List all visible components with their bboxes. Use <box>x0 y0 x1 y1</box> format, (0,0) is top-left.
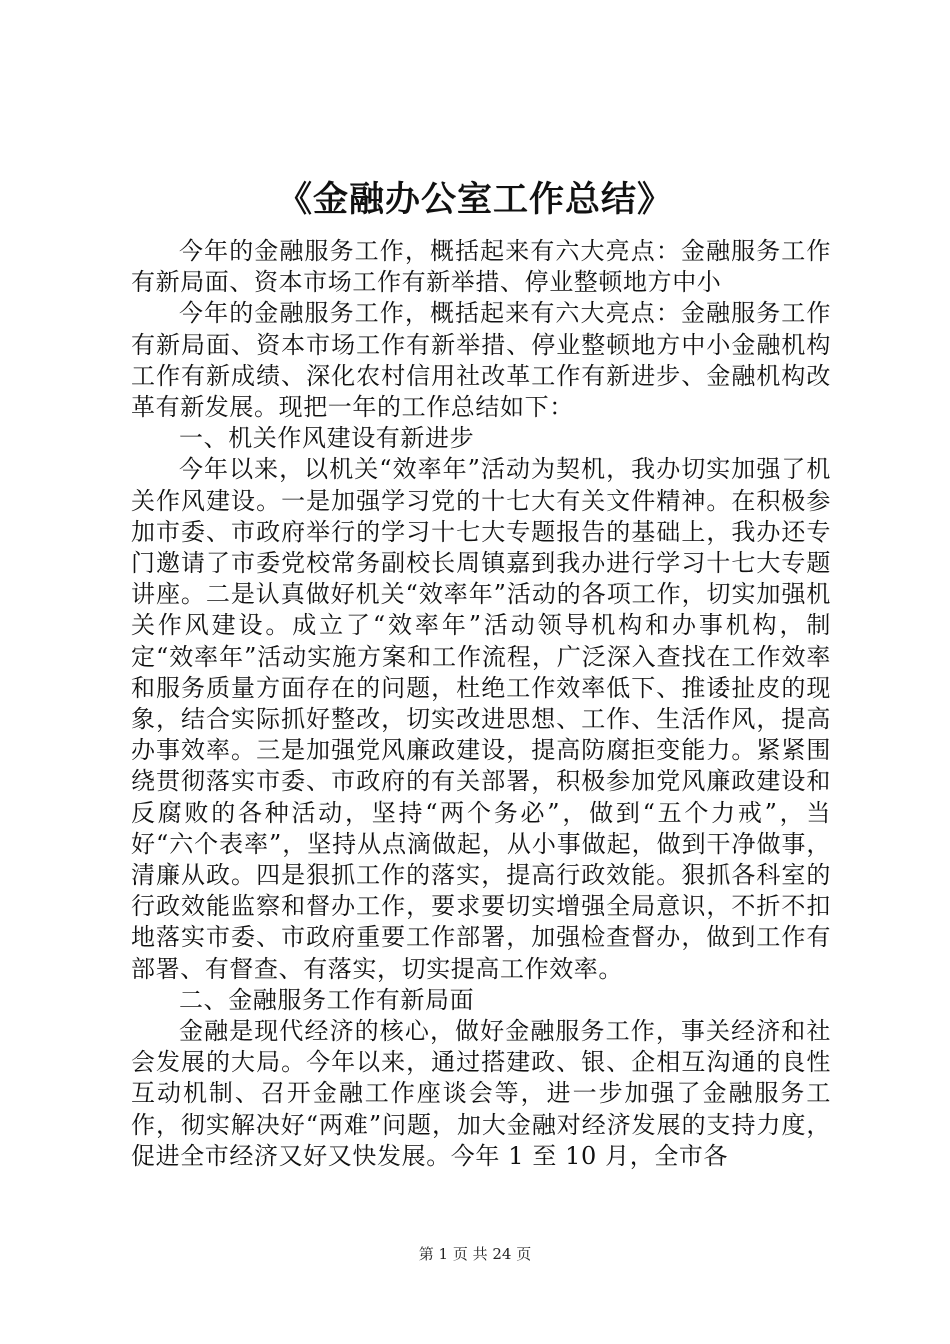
page-footer: 第 1 页 共 24 页 <box>418 1245 532 1263</box>
paragraph-section-2: 金融是现代经济的核心，做好金融服务工作，事关经济和社会发展的大局。今年以来，通过搭建政、银、企相互沟通的良性互动机制、召开金融工作座谈会等，进一步加强了金融服务工作，彻实解决好“两难”问题，加大金融对经济发展的支持力度，促进全市经济又好又快发展。今年 1 至 10 月，全市各 <box>131 1017 831 1170</box>
paragraph-intro-truncated: 今年的金融服务工作，概括起来有六大亮点：金融服务工作有新局面、资本市场工作有新举措、停业整顿地方中小 <box>131 237 831 297</box>
section-heading-2: 二、金融服务工作有新局面 <box>179 985 475 1014</box>
section-heading-1: 一、机关作风建设有新进步 <box>179 424 475 453</box>
paragraph-intro: 今年的金融服务工作，概括起来有六大亮点：金融服务工作有新局面、资本市场工作有新举措、停业整顿地方中小金融机构工作有新成绩、深化农村信用社改革工作有新进步、金融机构改革有新发展。现把一年的工作总结如下： <box>131 299 831 422</box>
document-body <box>131 236 831 1172</box>
paragraph-section-1: 今年以来，以机关“效率年”活动为契机，我办切实加强了机关作风建设。一是加强学习党的十七大有关文件精神。在积极参加市委、市政府举行的学习十七大专题报告的基础上，我办还专门邀请了市委党校常务副校长周镇嘉到我办进行学习十七大专题讲座。二是认真做好机关“效率年”活动的各项工作，切实加强机关作风建设。成立了“效率年”活动领导机构和办事机构，制定“效率年”活动实施方案和工作流程，广泛深入查找在工作效率和服务质量方面存在的问题，杜绝工作效率低下、推诿扯皮的现象，结合实际抓好整改，切实改进思想、工作、生活作风，提高办事效率。三是加强党风廉政建设，提高防腐拒变能力。紧紧围绕贯彻落实市委、市政府的有关部署，积极参加党风廉政建设和反腐败的各种活动，坚持“两个务必”，做到“五个力戒”，当好“六个表率”，坚持从点滴做起，从小事做起，做到干净做事，清廉从政。四是狠抓工作的落实，提高行政效能。狠抓各科室的行政效能监察和督办工作，要求要切实增强全局意识，不折不扣地落实市委、市政府重要工作部署，加强检查督办，做到工作有部署、有督查、有落实，切实提高工作效率。 <box>131 455 831 983</box>
document-title: 《金融办公室工作总结》 <box>276 179 673 220</box>
